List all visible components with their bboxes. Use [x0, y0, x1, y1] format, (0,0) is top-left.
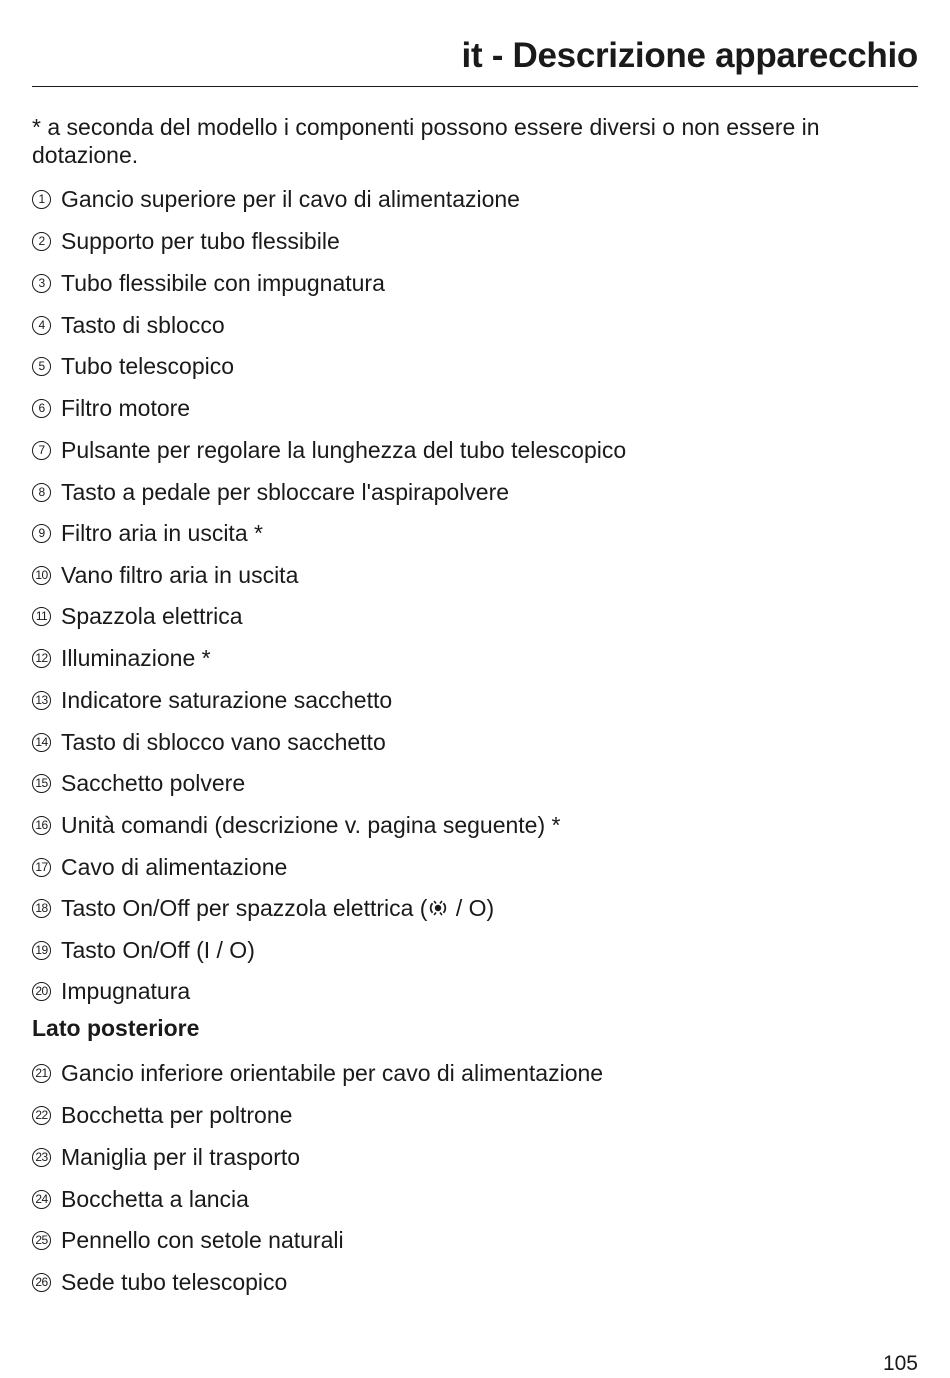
- item-text: Spazzola elettrica: [61, 603, 243, 629]
- item-number-badge: 10: [32, 566, 51, 585]
- item-number-badge: 12: [32, 649, 51, 668]
- list-item: [32, 268, 385, 298]
- item-text: Tasto di sblocco: [61, 312, 225, 338]
- item-number-badge: 16: [32, 816, 51, 835]
- list-item: [32, 226, 340, 256]
- list-item: [32, 1100, 292, 1130]
- item-text-after-icon: / O): [449, 895, 495, 921]
- item-text: Filtro aria in uscita *: [61, 520, 263, 546]
- item-number-badge: 15: [32, 774, 51, 793]
- item-number-badge: 19: [32, 941, 51, 960]
- list-item: [32, 643, 211, 673]
- item-number-badge: 3: [32, 274, 51, 293]
- item-text: Tasto di sblocco vano sacchetto: [61, 729, 386, 755]
- page-number: 105: [882, 1352, 918, 1375]
- item-text: Tasto a pedale per sbloccare l'aspirapolvere: [61, 479, 510, 505]
- item-number-badge: 18: [32, 899, 51, 918]
- item-text: Impugnatura: [61, 978, 191, 1004]
- item-number-badge: 1: [32, 190, 51, 209]
- item-number-badge: 25: [32, 1231, 51, 1250]
- item-number-badge: 26: [32, 1273, 51, 1292]
- list-item: [32, 518, 263, 548]
- item-number-badge: 22: [32, 1106, 51, 1125]
- list-item: [32, 685, 392, 715]
- list-item: [32, 184, 520, 214]
- list-item: [32, 477, 509, 507]
- item-text: Tubo flessibile con impugnatura: [61, 270, 385, 296]
- item-number-badge: 21: [32, 1064, 51, 1083]
- list-item: [32, 435, 626, 465]
- item-number-badge: 2: [32, 232, 51, 251]
- item-text: Tubo telescopico: [61, 353, 235, 379]
- item-number-badge: 23: [32, 1148, 51, 1167]
- intro-note: * a seconda del modello i componenti possono essere diversi o non essere in dotazione.: [32, 114, 820, 168]
- item-text: Maniglia per il trasporto: [61, 1144, 301, 1170]
- item-text: Tasto On/Off (I / O): [61, 937, 255, 963]
- item-text: Vano filtro aria in uscita: [61, 562, 299, 588]
- list-item: [32, 1184, 249, 1214]
- item-text: Supporto per tubo flessibile: [61, 228, 340, 254]
- item-text: Filtro motore: [61, 395, 191, 421]
- item-number-badge: 14: [32, 733, 51, 752]
- list-item: [32, 768, 245, 798]
- item-number-badge: 4: [32, 316, 51, 335]
- list-item: [32, 393, 190, 423]
- electrobrush-icon: [428, 898, 448, 918]
- item-text: Gancio inferiore orientabile per cavo di alimentazione: [61, 1060, 604, 1086]
- item-text: Pennello con setole naturali: [61, 1227, 344, 1253]
- item-number-badge: 13: [32, 691, 51, 710]
- list-item: [32, 810, 560, 840]
- item-text: Unità comandi (descrizione v. pagina seguente) *: [61, 812, 561, 838]
- item-number-badge: 11: [32, 607, 51, 626]
- item-text: Bocchetta a lancia: [61, 1186, 249, 1212]
- list-item: [32, 852, 287, 882]
- list-item: [32, 1225, 344, 1255]
- item-text: Illuminazione *: [61, 645, 211, 671]
- item-number-badge: 20: [32, 982, 51, 1001]
- item-text: Bocchetta per poltrone: [61, 1102, 293, 1128]
- list-item: [32, 1267, 287, 1297]
- list-item: [32, 976, 190, 1006]
- item-number-badge: 9: [32, 524, 51, 543]
- list-item: [32, 935, 255, 965]
- item-number-badge: 7: [32, 441, 51, 460]
- list-item: [32, 310, 225, 340]
- page-title: it - Descrizione apparecchio: [461, 36, 918, 75]
- list-item: [32, 601, 243, 631]
- list-item: [32, 893, 494, 923]
- page-header: [32, 34, 918, 87]
- item-number-badge: 5: [32, 357, 51, 376]
- item-number-badge: 17: [32, 858, 51, 877]
- item-text-before-icon: Tasto On/Off per spazzola elettrica (: [61, 895, 428, 921]
- item-text: Indicatore saturazione sacchetto: [61, 687, 393, 713]
- item-text: Sede tubo telescopico: [61, 1269, 288, 1295]
- item-text: Pulsante per regolare la lunghezza del tubo telescopico: [61, 437, 627, 463]
- list-item: [32, 1058, 603, 1088]
- item-text: Gancio superiore per il cavo di alimentazione: [61, 186, 520, 212]
- item-number-badge: 8: [32, 483, 51, 502]
- list-item: [32, 1142, 300, 1172]
- item-number-badge: 24: [32, 1190, 51, 1209]
- list-item: [32, 560, 298, 590]
- list-item: [32, 351, 234, 381]
- item-text: Cavo di alimentazione: [61, 854, 288, 880]
- section-title-rear: Lato posteriore: [32, 1015, 200, 1041]
- item-number-badge: 6: [32, 399, 51, 418]
- item-text: Sacchetto polvere: [61, 770, 246, 796]
- list-item: [32, 727, 386, 757]
